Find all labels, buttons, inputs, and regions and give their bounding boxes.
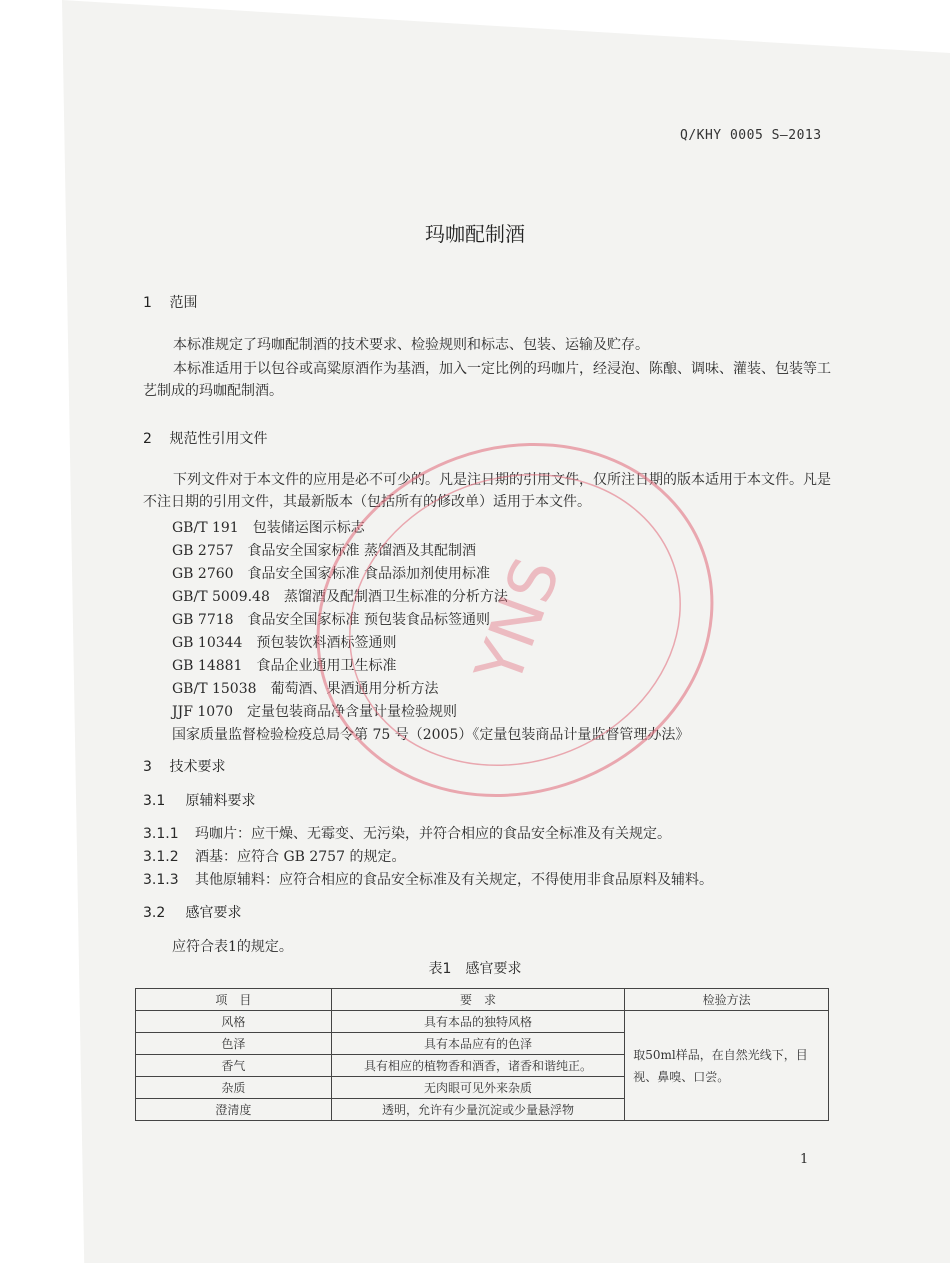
row-item: 风格 xyxy=(136,1011,332,1033)
table-reference-text: 应符合表1的规定。 xyxy=(172,939,293,955)
section-2-title: 规范性引用文件 xyxy=(169,431,268,447)
header-requirement: 要 求 xyxy=(331,989,625,1011)
row-item: 澄清度 xyxy=(136,1099,332,1121)
section-3-1-title: 原辅料要求 xyxy=(185,793,256,809)
section-1-heading xyxy=(143,292,197,312)
row-item: 香气 xyxy=(136,1055,332,1077)
scope-paragraph-2: 本标准适用于以包谷或高粱原酒作为基酒，加入一定比例的玛咖片，经浸泡、陈酿、调味、灌装、包装等工艺制成的玛咖配制酒。 xyxy=(143,361,831,399)
section-3-number: 3 xyxy=(143,759,152,775)
reference-item: GB/T 191 包装储运图示标志 xyxy=(172,520,365,536)
header-item: 项 目 xyxy=(136,989,332,1011)
row-requirement: 无肉眼可见外来杂质 xyxy=(331,1077,625,1099)
references-intro: 下列文件对于本文件的应用是必不可少的。凡是注日期的引用文件，仅所注日期的版本适用于本文件。凡是不注日期的引用文件，其最新版本（包括所有的修改单）适用于本文件。 xyxy=(143,472,831,510)
sensory-table xyxy=(135,988,829,1121)
clause-text: 玛咖片：应干燥、无霉变、无污染，并符合相应的食品安全标准及有关规定。 xyxy=(195,826,671,842)
section-3-2-number: 3.2 xyxy=(143,905,166,921)
section-3-2-title: 感官要求 xyxy=(185,905,242,921)
section-3-title: 技术要求 xyxy=(169,759,226,775)
clause-3-1-2 xyxy=(143,846,405,866)
section-2-number: 2 xyxy=(143,431,152,447)
section-3-1-heading xyxy=(143,790,255,810)
reference-item: GB 10344 预包装饮料酒标签通则 xyxy=(172,635,397,651)
section-1-title: 范围 xyxy=(169,295,198,311)
row-requirement: 具有本品的独特风格 xyxy=(331,1011,625,1033)
row-item: 杂质 xyxy=(136,1077,332,1099)
doc-code: Q/KHY 0005 S—2013 xyxy=(680,128,822,143)
row-requirement: 透明，允许有少量沉淀或少量悬浮物 xyxy=(331,1099,625,1121)
reference-item: GB 7718 食品安全国家标准 预包装食品标签通则 xyxy=(172,612,490,628)
reference-item: GB 2760 食品安全国家标准 食品添加剂使用标准 xyxy=(172,566,490,582)
table-row xyxy=(136,1011,829,1033)
row-item: 色泽 xyxy=(136,1033,332,1055)
reference-item: GB/T 15038 葡萄酒、果酒通用分析方法 xyxy=(172,681,439,697)
clause-text: 酒基：应符合 GB 2757 的规定。 xyxy=(195,849,406,865)
section-3-heading xyxy=(143,756,225,776)
method-cell: 取50ml样品，在自然光线下，目视、鼻嗅、口尝。 xyxy=(625,1011,829,1121)
clause-3-1-1 xyxy=(143,823,671,843)
reference-item: JJF 1070 定量包装商品净含量计量检验规则 xyxy=(172,704,458,720)
row-requirement: 具有本品应有的色泽 xyxy=(331,1033,625,1055)
scope-paragraph-1: 本标准规定了玛咖配制酒的技术要求、检验规则和标志、包装、运输及贮存。 xyxy=(173,337,649,353)
row-requirement: 具有相应的植物香和酒香，诸香和谐纯正。 xyxy=(331,1055,625,1077)
reference-item: GB/T 5009.48 蒸馏酒及配制酒卫生标准的分析方法 xyxy=(172,589,508,605)
page-number: 1 xyxy=(800,1152,809,1167)
clause-number: 3.1.2 xyxy=(143,849,179,865)
section-3-1-number: 3.1 xyxy=(143,793,166,809)
header-method: 检验方法 xyxy=(625,989,829,1011)
clause-text: 其他原辅料：应符合相应的食品安全标准及有关规定，不得使用非食品原料及辅料。 xyxy=(195,872,713,888)
section-3-2-heading xyxy=(143,902,241,922)
stamp-text: YNS xyxy=(462,548,576,694)
reference-item: GB 14881 食品企业通用卫生标准 xyxy=(172,658,397,674)
section-1-number: 1 xyxy=(143,295,152,311)
clause-3-1-3 xyxy=(143,869,713,889)
clause-number: 3.1.3 xyxy=(143,872,179,888)
clause-number: 3.1.1 xyxy=(143,826,179,842)
section-2-heading xyxy=(143,428,267,448)
reference-item: 国家质量监督检验检疫总局令第 75 号（2005）《定量包装商品计量监督管理办法》 xyxy=(172,727,690,743)
table-caption: 表1 感官要求 xyxy=(428,961,522,977)
table-header-row xyxy=(136,989,829,1011)
doc-title: 玛咖配制酒 xyxy=(425,222,525,246)
reference-item: GB 2757 食品安全国家标准 蒸馏酒及其配制酒 xyxy=(172,543,476,559)
